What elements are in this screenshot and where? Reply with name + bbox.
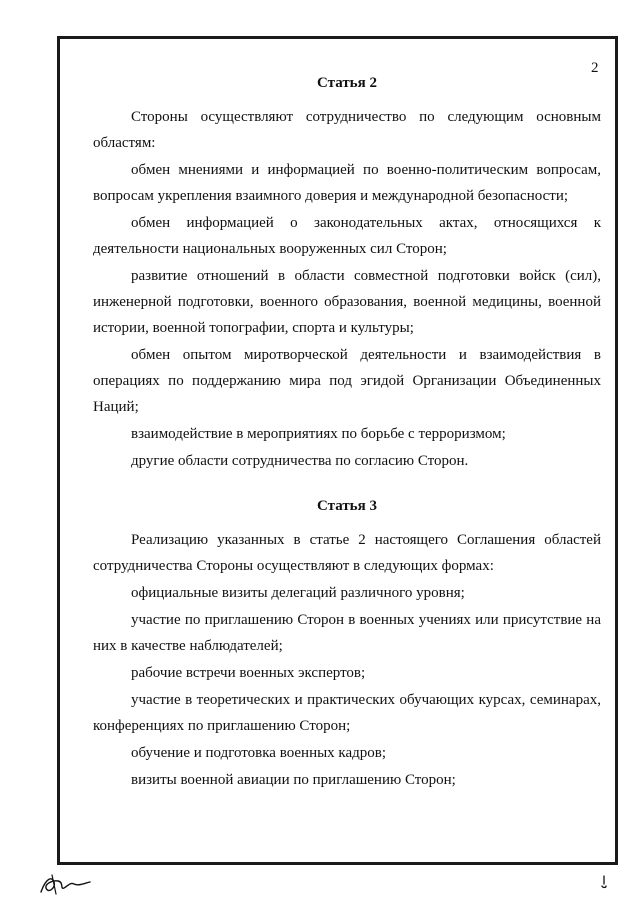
article-2-paragraph: обмен информацией о законодательных актах, относящихся к деятельности национальных вооруженных сил Сторон; <box>93 215 601 257</box>
article-2-paragraph: Стороны осуществляют сотрудничество по следующим основным областям: <box>93 109 601 151</box>
article-2-paragraph: обмен мнениями и информацией по военно-политическим вопросам, вопросам укрепления взаимного доверия и международной безопасности; <box>93 162 601 204</box>
article-3-paragraph: обучение и подготовка военных кадров; <box>131 745 387 761</box>
page-number: 2 <box>591 60 599 76</box>
article-3-paragraph: участие по приглашению Сторон в военных учениях или присутствие на них в качестве наблюдателей; <box>93 612 601 654</box>
article-3-paragraph: Реализацию указанных в статье 2 настоящего Соглашения областей сотрудничества Стороны осуществляют в следующих формах: <box>93 532 601 574</box>
article-3-paragraph: официальные визиты делегаций различного уровня; <box>131 585 465 601</box>
article-3-paragraph: визиты военной авиации по приглашению Сторон; <box>131 772 456 788</box>
document-body <box>93 60 601 794</box>
corner-mark <box>600 874 608 890</box>
article-2-heading: Статья 2 <box>317 75 377 91</box>
article-2-paragraph: развитие отношений в области совместной подготовки войск (сил), инженерной подготовки, военного образования, военной медицины, военной истории, военной топографии, спорта и культуры; <box>93 268 601 336</box>
article-3-paragraph: участие в теоретических и практических обучающих курсах, семинарах, конференциях по приглашению Сторон; <box>93 692 601 734</box>
article-2-paragraph: взаимодействие в мероприятиях по борьбе с терроризмом; <box>131 426 506 442</box>
article-2-paragraph: другие области сотрудничества по согласию Сторон. <box>131 453 469 469</box>
article-2-paragraph: обмен опытом миротворческой деятельности и взаимодействия в операциях по поддержанию мира под эгидой Организации Объединенных Наций; <box>93 347 601 415</box>
article-3-paragraph: рабочие встречи военных экспертов; <box>131 665 366 681</box>
handwritten-signature <box>38 872 98 898</box>
article-3-heading: Статья 3 <box>317 498 377 514</box>
